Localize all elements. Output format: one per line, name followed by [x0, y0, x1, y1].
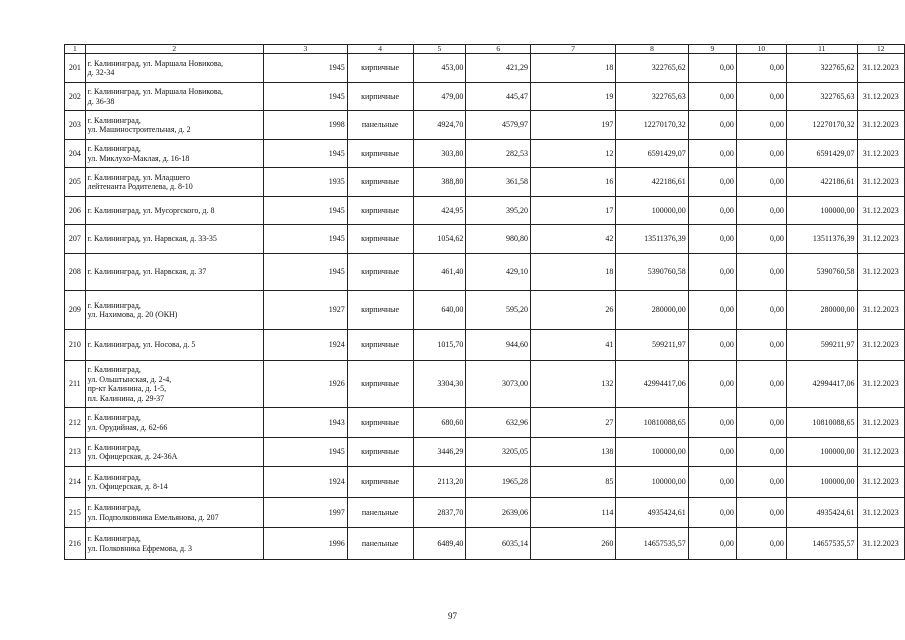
residents-count: 41 — [531, 330, 616, 361]
table-row — [65, 168, 905, 197]
year-cell: 1945 — [263, 197, 347, 225]
address-line: ул. Машиностроительная, д. 2 — [87, 125, 191, 134]
wall-material: кирпичные — [347, 225, 413, 254]
total-amount: 5390760,58 — [786, 254, 857, 291]
row-number: 212 — [65, 408, 86, 438]
residents-count: 138 — [531, 438, 616, 467]
table-row — [65, 467, 905, 498]
amount-cell: 42994417,06 — [616, 361, 688, 408]
row-number: 213 — [65, 438, 86, 467]
row-number: 211 — [65, 361, 86, 408]
living-area: 595,20 — [466, 291, 531, 330]
table-row — [65, 140, 905, 168]
col10-cell: 0,00 — [736, 140, 786, 168]
deadline-date: 31.12.2023 — [857, 54, 904, 83]
residents-count: 85 — [531, 467, 616, 498]
address-line: г. Калининград, — [87, 300, 141, 310]
table-row — [65, 438, 905, 467]
deadline-date: 31.12.2023 — [857, 291, 904, 330]
residents-count: 197 — [531, 111, 616, 140]
address — [85, 498, 263, 528]
year-cell: 1945 — [263, 225, 347, 254]
address-line: г. Калининград, — [87, 413, 141, 422]
living-area: 944,60 — [466, 330, 531, 361]
living-area: 445,47 — [466, 83, 531, 111]
address-line: лейтенанта Родителева, д. 8-10 — [87, 182, 193, 191]
column-header-9: 9 — [688, 45, 736, 54]
wall-material: кирпичные — [347, 330, 413, 361]
address-line: г. Калининград, — [87, 534, 141, 543]
column-header-7: 7 — [531, 45, 616, 54]
amount-cell: 100000,00 — [616, 438, 688, 467]
table-row — [65, 330, 905, 361]
address-line: ул. Офицерская, д. 8-14 — [87, 482, 168, 491]
total-amount: 10810088,65 — [786, 408, 857, 438]
total-amount: 6591429,07 — [786, 140, 857, 168]
residents-count: 16 — [531, 168, 616, 197]
address-line: д. 36-38 — [87, 96, 115, 106]
deadline-date: 31.12.2023 — [857, 528, 904, 560]
total-area: 424,95 — [413, 197, 466, 225]
column-header-2: 2 — [85, 45, 263, 54]
address-line: ул. Подполковника Емельянова, д. 207 — [87, 512, 219, 522]
address-line: г. Калининград, ул. Нарвская, д. 37 — [87, 267, 207, 277]
table-row — [65, 225, 905, 254]
year-cell: 1943 — [263, 408, 347, 438]
total-amount: 42994417,06 — [786, 361, 857, 408]
address — [85, 254, 263, 291]
deadline-date: 31.12.2023 — [857, 140, 904, 168]
total-amount: 100000,00 — [786, 438, 857, 467]
wall-material: кирпичные — [347, 197, 413, 225]
living-area: 421,29 — [466, 54, 531, 83]
total-area: 479,00 — [413, 83, 466, 111]
total-area: 388,80 — [413, 168, 466, 197]
col9-cell: 0,00 — [688, 197, 736, 225]
address-line: г. Калининград, ул. Младшего — [87, 172, 191, 182]
col9-cell: 0,00 — [688, 111, 736, 140]
wall-material: кирпичные — [347, 361, 413, 408]
row-number: 210 — [65, 330, 86, 361]
table-row — [65, 498, 905, 528]
living-area: 980,80 — [466, 225, 531, 254]
deadline-date: 31.12.2023 — [857, 83, 904, 111]
address — [85, 528, 263, 560]
row-number: 205 — [65, 168, 86, 197]
year-cell: 1945 — [263, 438, 347, 467]
living-area: 395,20 — [466, 197, 531, 225]
col9-cell: 0,00 — [688, 361, 736, 408]
total-amount: 599211,97 — [786, 330, 857, 361]
total-area: 453,00 — [413, 54, 466, 83]
address — [85, 361, 263, 408]
total-area: 461,40 — [413, 254, 466, 291]
wall-material: кирпичные — [347, 140, 413, 168]
col10-cell: 0,00 — [736, 168, 786, 197]
year-cell: 1997 — [263, 498, 347, 528]
table-row — [65, 291, 905, 330]
amount-cell: 100000,00 — [616, 197, 688, 225]
table-row — [65, 408, 905, 438]
row-number: 216 — [65, 528, 86, 560]
address — [85, 140, 263, 168]
amount-cell: 13511376,39 — [616, 225, 688, 254]
deadline-date: 31.12.2023 — [857, 467, 904, 498]
table-row — [65, 197, 905, 225]
residents-count: 17 — [531, 197, 616, 225]
address-line: г. Калининград, ул. Маршала Новикова, — [87, 58, 224, 68]
row-number: 208 — [65, 254, 86, 291]
address — [85, 408, 263, 438]
col10-cell: 0,00 — [736, 254, 786, 291]
amount-cell: 322765,63 — [616, 83, 688, 111]
row-number: 206 — [65, 197, 86, 225]
col10-cell: 0,00 — [736, 408, 786, 438]
wall-material: кирпичные — [347, 467, 413, 498]
col10-cell: 0,00 — [736, 361, 786, 408]
row-number: 203 — [65, 111, 86, 140]
col9-cell: 0,00 — [688, 54, 736, 83]
wall-material: кирпичные — [347, 438, 413, 467]
total-area: 680,60 — [413, 408, 466, 438]
col10-cell: 0,00 — [736, 225, 786, 254]
deadline-date: 31.12.2023 — [857, 197, 904, 225]
address — [85, 330, 263, 361]
col9-cell: 0,00 — [688, 254, 736, 291]
residents-count: 18 — [531, 54, 616, 83]
living-area: 3205,05 — [466, 438, 531, 467]
address-line: г. Калининград, — [87, 442, 141, 452]
year-cell: 1945 — [263, 140, 347, 168]
table-header-row — [65, 45, 905, 54]
total-amount: 322765,62 — [786, 54, 857, 83]
col10-cell: 0,00 — [736, 498, 786, 528]
address-line: ул. Полковника Ефремова, д. 3 — [87, 543, 193, 553]
total-amount: 4935424,61 — [786, 498, 857, 528]
address — [85, 291, 263, 330]
year-cell: 1996 — [263, 528, 347, 560]
year-cell: 1926 — [263, 361, 347, 408]
address — [85, 197, 263, 225]
residents-count: 18 — [531, 254, 616, 291]
deadline-date: 31.12.2023 — [857, 111, 904, 140]
col9-cell: 0,00 — [688, 330, 736, 361]
living-area: 282,53 — [466, 140, 531, 168]
table-row — [65, 83, 905, 111]
total-area: 3304,30 — [413, 361, 466, 408]
page-number: 97 — [448, 611, 457, 621]
col9-cell: 0,00 — [688, 83, 736, 111]
column-header-6: 6 — [466, 45, 531, 54]
table-row — [65, 254, 905, 291]
address-line: ул. Ольштынская, д. 2-4, — [87, 374, 172, 384]
year-cell: 1945 — [263, 254, 347, 291]
wall-material: панельные — [347, 528, 413, 560]
deadline-date: 31.12.2023 — [857, 361, 904, 408]
address-line: пр-кт Калинина, д. 1-5, — [87, 384, 167, 393]
residents-count: 42 — [531, 225, 616, 254]
amount-cell: 322765,62 — [616, 54, 688, 83]
address-line: г. Калининград, ул. Маршала Новикова, — [87, 87, 224, 96]
col10-cell: 0,00 — [736, 291, 786, 330]
wall-material: кирпичные — [347, 408, 413, 438]
year-cell: 1935 — [263, 168, 347, 197]
row-number: 209 — [65, 291, 86, 330]
total-area: 1015,70 — [413, 330, 466, 361]
col9-cell: 0,00 — [688, 291, 736, 330]
living-area: 6035,14 — [466, 528, 531, 560]
wall-material: кирпичные — [347, 168, 413, 197]
living-area: 632,96 — [466, 408, 531, 438]
address — [85, 467, 263, 498]
residents-count: 26 — [531, 291, 616, 330]
col10-cell: 0,00 — [736, 111, 786, 140]
total-amount: 100000,00 — [786, 467, 857, 498]
col9-cell: 0,00 — [688, 467, 736, 498]
column-header-5: 5 — [413, 45, 466, 54]
col9-cell: 0,00 — [688, 408, 736, 438]
amount-cell: 280000,00 — [616, 291, 688, 330]
deadline-date: 31.12.2023 — [857, 168, 904, 197]
total-area: 303,80 — [413, 140, 466, 168]
address-line: ул. Офицерская, д. 24-36А — [87, 452, 178, 461]
column-header-11: 11 — [786, 45, 857, 54]
residents-count: 19 — [531, 83, 616, 111]
residents-count: 132 — [531, 361, 616, 408]
wall-material: кирпичные — [347, 54, 413, 83]
column-header-1: 1 — [65, 45, 86, 54]
total-area: 6489,40 — [413, 528, 466, 560]
year-cell: 1924 — [263, 467, 347, 498]
deadline-date: 31.12.2023 — [857, 330, 904, 361]
row-number: 215 — [65, 498, 86, 528]
total-area: 3446,29 — [413, 438, 466, 467]
total-amount: 12270170,32 — [786, 111, 857, 140]
total-amount: 100000,00 — [786, 197, 857, 225]
col10-cell: 0,00 — [736, 438, 786, 467]
address-line: г. Калининград, ул. Нарвская, д. 33-35 — [87, 234, 217, 244]
amount-cell: 100000,00 — [616, 467, 688, 498]
total-area: 640,00 — [413, 291, 466, 330]
total-amount: 422186,61 — [786, 168, 857, 197]
total-amount: 14657535,57 — [786, 528, 857, 560]
col10-cell: 0,00 — [736, 54, 786, 83]
table-row — [65, 54, 905, 83]
row-number: 202 — [65, 83, 86, 111]
row-number: 201 — [65, 54, 86, 83]
col10-cell: 0,00 — [736, 330, 786, 361]
living-area: 4579,97 — [466, 111, 531, 140]
deadline-date: 31.12.2023 — [857, 225, 904, 254]
address-line: ул. Орудийная, д. 62-66 — [87, 422, 168, 432]
column-header-3: 3 — [263, 45, 347, 54]
col9-cell: 0,00 — [688, 498, 736, 528]
col10-cell: 0,00 — [736, 83, 786, 111]
address-line: пл. Калинина, д. 29-37 — [87, 393, 165, 403]
col9-cell: 0,00 — [688, 140, 736, 168]
col9-cell: 0,00 — [688, 225, 736, 254]
amount-cell: 599211,97 — [616, 330, 688, 361]
address-line: г. Калининград, — [87, 144, 141, 153]
year-cell: 1927 — [263, 291, 347, 330]
address — [85, 54, 263, 83]
total-area: 1054,62 — [413, 225, 466, 254]
total-amount: 13511376,39 — [786, 225, 857, 254]
amount-cell: 6591429,07 — [616, 140, 688, 168]
amount-cell: 10810088,65 — [616, 408, 688, 438]
address-line: г. Калининград, — [87, 115, 141, 125]
address-line: г. Калининград, ул. Носова, д. 5 — [87, 340, 196, 350]
deadline-date: 31.12.2023 — [857, 438, 904, 467]
address-line: г. Калининград, — [87, 503, 141, 512]
living-area: 361,58 — [466, 168, 531, 197]
residents-count: 27 — [531, 408, 616, 438]
deadline-date: 31.12.2023 — [857, 254, 904, 291]
col10-cell: 0,00 — [736, 528, 786, 560]
row-number: 207 — [65, 225, 86, 254]
column-header-8: 8 — [616, 45, 688, 54]
wall-material: кирпичные — [347, 83, 413, 111]
amount-cell: 5390760,58 — [616, 254, 688, 291]
address-line: г. Калининград, ул. Мусоргского, д. 8 — [87, 205, 215, 215]
address — [85, 83, 263, 111]
address-line: г. Калининград, — [87, 472, 141, 482]
table-row — [65, 528, 905, 560]
total-area: 2837,70 — [413, 498, 466, 528]
total-area: 4924,70 — [413, 111, 466, 140]
col10-cell: 0,00 — [736, 197, 786, 225]
residents-count: 12 — [531, 140, 616, 168]
row-number: 214 — [65, 467, 86, 498]
wall-material: кирпичные — [347, 291, 413, 330]
wall-material: кирпичные — [347, 254, 413, 291]
row-number: 204 — [65, 140, 86, 168]
address-line: ул. Миклухо-Маклая, д. 16-18 — [87, 153, 190, 163]
address — [85, 438, 263, 467]
col9-cell: 0,00 — [688, 438, 736, 467]
total-amount: 322765,63 — [786, 83, 857, 111]
residents-count: 114 — [531, 498, 616, 528]
housing-register-table — [64, 44, 905, 560]
living-area: 429,10 — [466, 254, 531, 291]
year-cell: 1998 — [263, 111, 347, 140]
address-line: г. Калининград, — [87, 365, 141, 374]
year-cell: 1924 — [263, 330, 347, 361]
amount-cell: 4935424,61 — [616, 498, 688, 528]
residents-count: 260 — [531, 528, 616, 560]
address — [85, 225, 263, 254]
living-area: 2639,06 — [466, 498, 531, 528]
table-row — [65, 361, 905, 408]
total-area: 2113,20 — [413, 467, 466, 498]
table-row — [65, 111, 905, 140]
wall-material: панельные — [347, 111, 413, 140]
column-header-4: 4 — [347, 45, 413, 54]
address — [85, 111, 263, 140]
column-header-10: 10 — [736, 45, 786, 54]
address-line: ул. Нахимова, д. 20 (ОКН) — [87, 310, 178, 319]
amount-cell: 12270170,32 — [616, 111, 688, 140]
deadline-date: 31.12.2023 — [857, 408, 904, 438]
living-area: 3073,00 — [466, 361, 531, 408]
address-line: д. 32-34 — [87, 68, 115, 77]
amount-cell: 14657535,57 — [616, 528, 688, 560]
wall-material: панельные — [347, 498, 413, 528]
col10-cell: 0,00 — [736, 467, 786, 498]
deadline-date: 31.12.2023 — [857, 498, 904, 528]
total-amount: 280000,00 — [786, 291, 857, 330]
living-area: 1965,28 — [466, 467, 531, 498]
col9-cell: 0,00 — [688, 168, 736, 197]
year-cell: 1945 — [263, 54, 347, 83]
amount-cell: 422186,61 — [616, 168, 688, 197]
year-cell: 1945 — [263, 83, 347, 111]
address — [85, 168, 263, 197]
col9-cell: 0,00 — [688, 528, 736, 560]
column-header-12: 12 — [857, 45, 904, 54]
